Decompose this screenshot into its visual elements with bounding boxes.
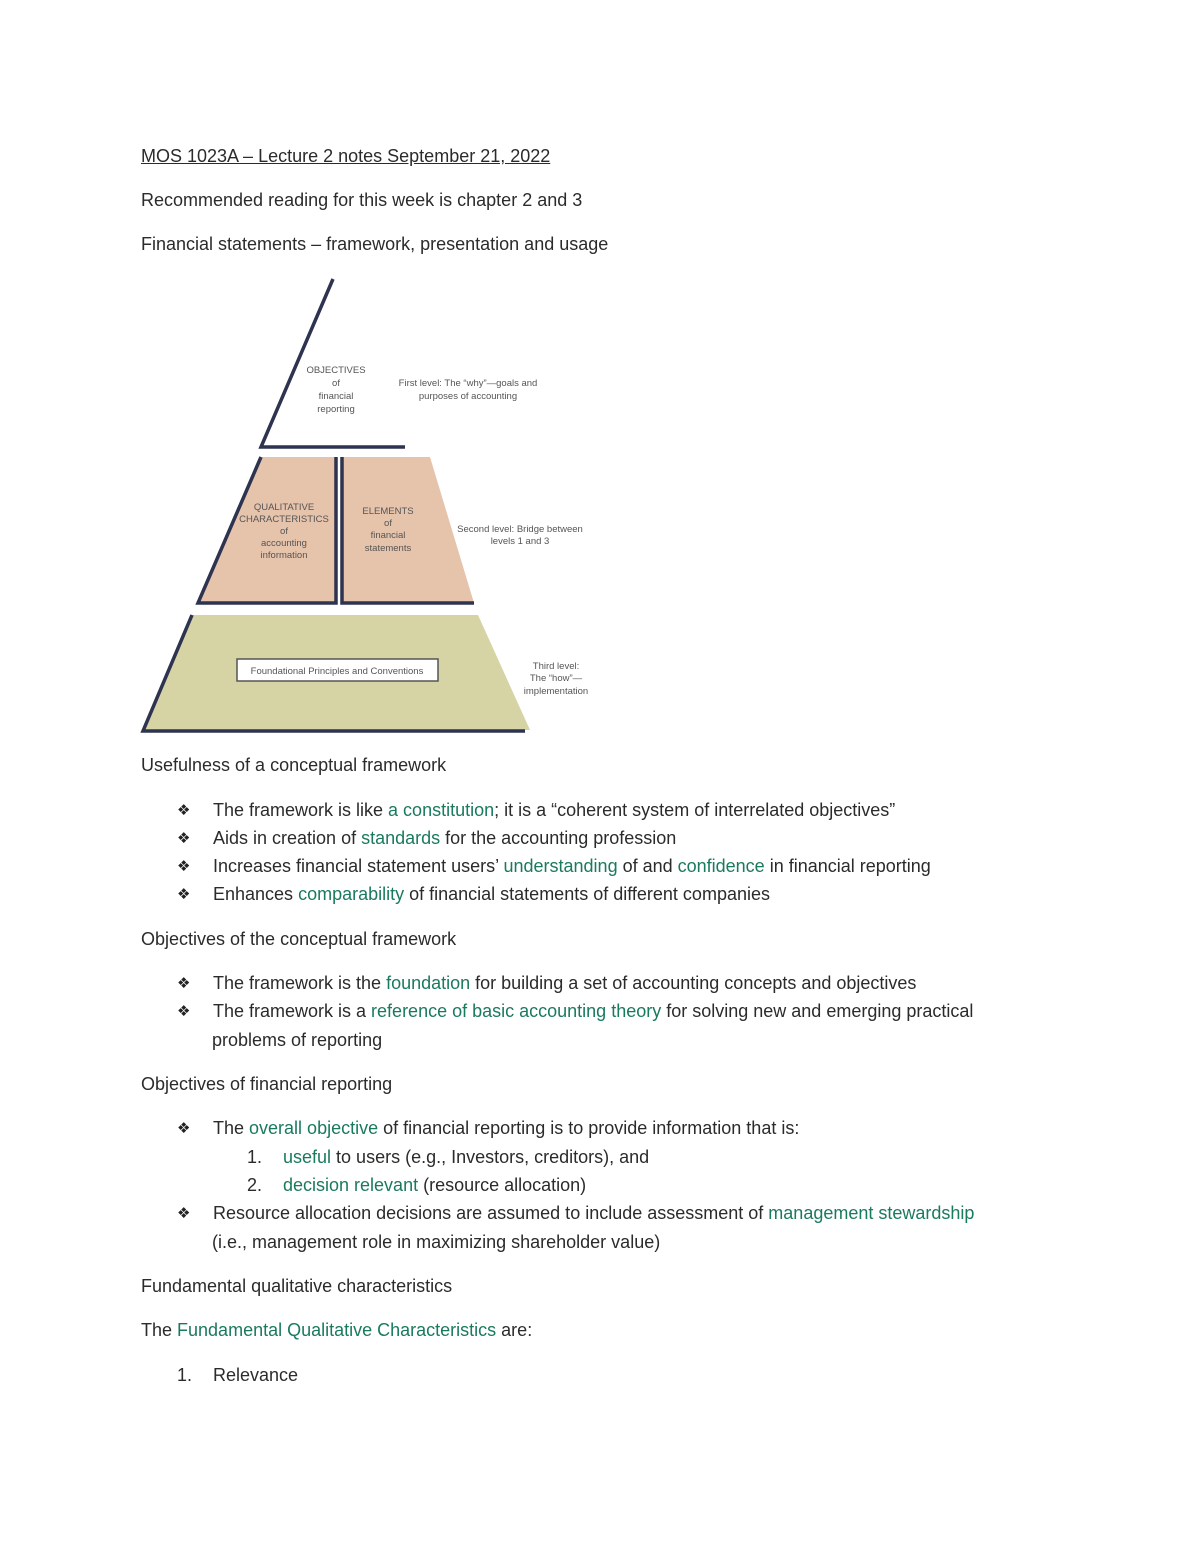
text-run: The framework is like [213, 800, 389, 820]
highlighted-term: confidence [677, 856, 765, 876]
pyramid-mid-right-fill [342, 457, 474, 603]
objectives-cf-item-2 [213, 999, 973, 1023]
objectives-cf-item-2-cont: problems of reporting [212, 1030, 383, 1050]
pyramid-mid-left-label-1: CHARACTERISTICS [239, 514, 329, 525]
highlighted-term: a constitution [388, 800, 495, 820]
pyramid-mid-left-fill [200, 457, 336, 603]
list-number: 1. [247, 1147, 263, 1167]
text-run: of financial statements of different companies [404, 884, 770, 904]
reading-note: Recommended reading for this week is chapter 2 and 3 [141, 190, 583, 210]
pyramid-base-desc-0: Third level: [532, 661, 580, 672]
pyramid-base-desc-2: implementation [523, 686, 589, 697]
section-subtitle: Financial statements – framework, presentation and usage [141, 234, 609, 254]
highlighted-term: comparability [298, 884, 405, 904]
pyramid-base-desc-1: The “how”— [529, 673, 583, 684]
pyramid-mid-right-label-0: ELEMENTS [362, 506, 414, 517]
objectives-cf-heading: Objectives of the conceptual framework [141, 929, 457, 949]
diamond-bullet-icon: ❖ [177, 801, 191, 819]
text-run: for building a set of accounting concepts and objectives [470, 973, 917, 993]
pyramid-top-label-1: of [332, 378, 340, 389]
pyramid-mid-left-label-3: accounting [261, 538, 307, 549]
usefulness-item-2 [213, 826, 676, 850]
pyramid-mid-right-label-2: financial [370, 530, 406, 541]
pyramid-mid-right-label-3: statements [364, 543, 412, 554]
objectives-fr-subitem-2 [283, 1173, 586, 1197]
text-run: Aids in creation of [213, 828, 362, 848]
pyramid-top-outline [261, 279, 405, 447]
page-title: MOS 1023A – Lecture 2 notes September 21, 2022 [141, 146, 551, 166]
pyramid-mid-desc-0: Second level: Bridge between [457, 524, 583, 535]
highlighted-term: Fundamental Qualitative Characteristics [177, 1320, 497, 1340]
diamond-bullet-icon: ❖ [177, 829, 191, 847]
text-run: The [141, 1320, 178, 1340]
fqc-heading: Fundamental qualitative characteristics [141, 1276, 453, 1296]
highlighted-term: management stewardship [768, 1203, 975, 1223]
list-number: 2. [247, 1175, 263, 1195]
text-run: Resource allocation decisions are assumed to include assessment of [213, 1203, 769, 1223]
text-run: Increases financial statement users’ [213, 856, 504, 876]
highlighted-term: useful [283, 1147, 332, 1167]
pyramid-top-label-2: financial [318, 391, 354, 402]
usefulness-item-3 [213, 854, 931, 878]
pyramid-top-label-3: reporting [317, 404, 355, 415]
highlighted-term: decision relevant [283, 1175, 419, 1195]
fqc-intro [141, 1318, 532, 1342]
conceptual-framework-pyramid [140, 275, 600, 735]
fqc-item-1: Relevance [213, 1365, 299, 1385]
text-run: The framework is a [213, 1001, 372, 1021]
usefulness-heading: Usefulness of a conceptual framework [141, 755, 447, 775]
text-run: Enhances [213, 884, 299, 904]
pyramid-mid-left-label-4: information [260, 550, 308, 561]
objectives-fr-item-2 [213, 1201, 974, 1225]
highlighted-term: understanding [503, 856, 618, 876]
pyramid-top-desc-0: First level: The “why”—goals and [398, 378, 538, 389]
objectives-fr-item-2-cont: (i.e., management role in maximizing shareholder value) [212, 1232, 661, 1252]
pyramid-top-label-0: OBJECTIVES [306, 365, 366, 376]
pyramid-top-desc-1: purposes of accounting [418, 391, 518, 402]
highlighted-term: standards [361, 828, 441, 848]
text-run: are: [496, 1320, 533, 1340]
highlighted-term: foundation [386, 973, 471, 993]
pyramid-mid-left-label-0: QUALITATIVE [253, 502, 315, 513]
usefulness-item-1 [213, 798, 895, 822]
pyramid-mid-right-label-1: of [384, 518, 392, 529]
text-run: (resource allocation) [418, 1175, 587, 1195]
diamond-bullet-icon: ❖ [177, 1204, 191, 1222]
text-run: ; it is a “coherent system of interrelated objectives” [494, 800, 896, 820]
text-run: of and [617, 856, 678, 876]
pyramid-base-label: Foundational Principles and Conventions [250, 666, 424, 677]
text-run: for solving new and emerging practical [661, 1001, 974, 1021]
pyramid-mid-left-label-2: of [280, 526, 288, 537]
objectives-fr-subitem-1 [283, 1145, 649, 1169]
text-run: of financial reporting is to provide information that is: [378, 1118, 800, 1138]
objectives-fr-item-1 [213, 1116, 799, 1140]
list-number: 1. [177, 1365, 193, 1385]
diamond-bullet-icon: ❖ [177, 885, 191, 903]
text-run: The framework is the [213, 973, 387, 993]
highlighted-term: reference of basic accounting theory [371, 1001, 662, 1021]
text-run: in financial reporting [764, 856, 931, 876]
text-run: to users (e.g., Investors, creditors), and [331, 1147, 650, 1167]
text-run: The [213, 1118, 250, 1138]
diamond-bullet-icon: ❖ [177, 974, 191, 992]
diamond-bullet-icon: ❖ [177, 1119, 191, 1137]
highlighted-term: overall objective [249, 1118, 379, 1138]
diamond-bullet-icon: ❖ [177, 1002, 191, 1020]
objectives-fr-heading: Objectives of financial reporting [141, 1074, 393, 1094]
objectives-cf-item-1 [213, 971, 916, 995]
text-run: for the accounting profession [440, 828, 677, 848]
usefulness-item-4 [213, 882, 770, 906]
diamond-bullet-icon: ❖ [177, 857, 191, 875]
pyramid-mid-desc-1: levels 1 and 3 [490, 536, 550, 547]
